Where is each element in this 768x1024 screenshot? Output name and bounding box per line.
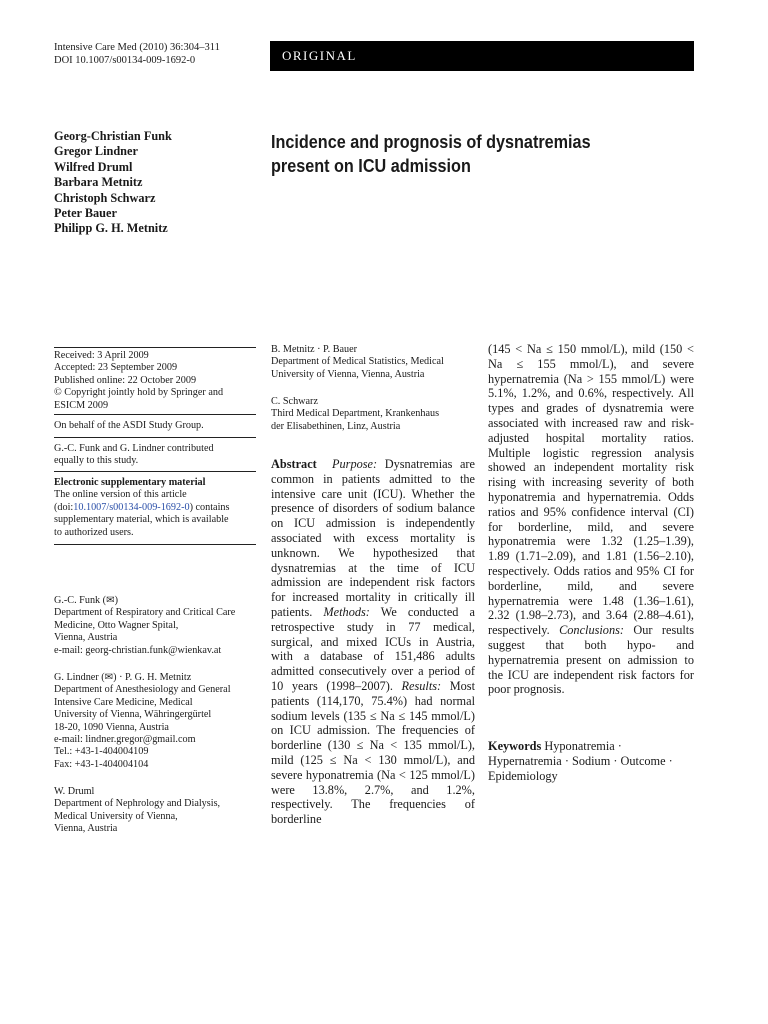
study-group-note: On behalf of the ASDI Study Group.	[54, 420, 204, 431]
doi-line: DOI 10.1007/s00134-009-1692-0	[54, 55, 196, 66]
author-name: Peter Bauer	[54, 206, 117, 221]
results-text-continued: (145 < Na ≤ 150 mmol/L), mild (150 < Na ≤ 155 mmol/L), and severe hypernatremia (Na > 155 mmol/L) were 5.1%, 1.2%, and 0.6%, respectively. All types and grades of dysnatremia were associated with increased raw and risk-adjusted hospital mortality ratios. Multiple logistic regression analysis showed an independent mortality risk rising with increasing severity of both hyponatremia and hypernatremia. Odds ratios and 95% confidence interval (CI) for borderline, mild, and severe hyponatremia were 1.32 (1.25–1.39), 1.89 (1.71–2.09), and 1.81 (1.56–2.10), respectively. Odds ratios and 95% CI for borderline, mild, and severe hypernatremia were 1.48 (1.36–1.61), 2.32 (1.98–2.73), and 3.64 (2.88–4.61), respectively.	[488, 342, 694, 638]
purpose-text: Dysnatremias are common in patients admitted to the intensive care unit (ICU). Whether the presence of disorders of sodium balance on ICU admission is independently associated with excess mortality is unknown. We hypothesized that dysnatremias at the time of ICU admission are independent risk factors for increased mortality in critically ill patients.	[271, 457, 475, 619]
aff-line: B. Metnitz · P. Bauer	[271, 344, 358, 355]
conclusions-text: Our results suggest that both hypo- and hypernatremia present on admission to the ICU are independent risk factors for poor prognosis.	[488, 623, 694, 697]
aff-line: G. Lindner (✉) · P. G. H. Metnitz	[54, 672, 192, 683]
abstract-paragraph	[488, 342, 694, 697]
author-name: Christoph Schwarz	[54, 190, 156, 205]
copyright-line: ESICM 2009	[54, 399, 109, 411]
esm-line	[54, 502, 256, 514]
keywords-label: Keywords	[488, 739, 542, 753]
esm-box	[54, 477, 256, 539]
aff-line: Vienna, Austria	[54, 632, 118, 644]
article-type-banner: ORIGINAL	[270, 41, 694, 71]
citation-line: Intensive Care Med (2010) 36:304–311	[54, 42, 220, 53]
esm-line: to authorized users.	[54, 526, 134, 538]
esm-doi-link[interactable]: 10.1007/s00134-009-1692-0	[73, 501, 190, 513]
author-name: Philipp G. H. Metnitz	[54, 221, 168, 236]
author-name: Barbara Metnitz	[54, 175, 143, 190]
aff-line: Intensive Care Medicine, Medical	[54, 696, 193, 708]
esm-line: The online version of this article	[54, 489, 187, 501]
aff-line: University of Vienna, Vienna, Austria	[271, 368, 425, 380]
copyright-line: © Copyright jointly hold by Springer and	[54, 387, 224, 399]
abstract-part1	[271, 457, 475, 827]
title-line: present on ICU admission	[271, 156, 471, 176]
purpose-label: Purpose:	[332, 457, 378, 471]
fax-line: Fax: +43-1-404004104	[54, 758, 149, 770]
contribution-note	[54, 443, 256, 468]
keywords-text: Hyponatremia · Hypernatremia · Sodium · Outcome · Epidemiology	[488, 739, 673, 783]
email-line: e-mail: lindner.gregor@gmail.com	[54, 734, 196, 746]
esm-heading: Electronic supplementary material	[54, 477, 206, 488]
divider	[54, 414, 256, 415]
published-date: Published online: 22 October 2009	[54, 374, 197, 386]
divider	[54, 471, 256, 472]
aff-line: 18-20, 1090 Vienna, Austria	[54, 721, 169, 733]
aff-line: Department of Medical Statistics, Medical	[271, 356, 444, 368]
abstract-label: Abstract	[271, 457, 317, 471]
received-date: Received: 3 April 2009	[54, 350, 149, 361]
abstract-part2	[488, 342, 694, 697]
dates-rule	[54, 347, 256, 348]
aff-line: Department of Nephrology and Dialysis,	[54, 798, 221, 810]
accepted-date: Accepted: 23 September 2009	[54, 362, 178, 374]
phone-line: Tel.: +43-1-404004109	[54, 746, 149, 758]
methods-label: Methods:	[323, 604, 370, 619]
author-name: Gregor Lindner	[54, 144, 138, 159]
esm-text: ) contains	[189, 501, 230, 513]
aff-line: Medical University of Vienna,	[54, 810, 178, 822]
divider	[54, 544, 256, 545]
note-line: equally to this study.	[54, 455, 139, 467]
esm-text: (doi:	[54, 501, 74, 513]
aff-line: Vienna, Austria	[54, 823, 118, 835]
author-name: Wilfred Druml	[54, 159, 133, 174]
results-label: Results:	[401, 678, 442, 693]
email-line: e-mail: georg-christian.funk@wienkav.at	[54, 644, 222, 656]
author-list	[54, 129, 172, 237]
aff-line: W. Druml	[54, 786, 95, 797]
affiliation-schwarz	[271, 396, 475, 433]
aff-line: Medicine, Otto Wagner Spital,	[54, 619, 179, 631]
results-text: Most patients (114,170, 75.4%) had normal sodium levels (135 ≤ Na ≤ 145 mmol/L) on ICU admission. The frequencies of borderline (130 ≤ Na < 135 mmol/L), mild (125 ≤ Na < 130 mmol/L), and severe hyponatremia (Na < 125 mmol/L) were 13.8%, 2.7%, and 1.2%, respectively. The frequencies of borderline	[271, 678, 475, 827]
aff-line: G.-C. Funk (✉)	[54, 595, 119, 606]
keywords-block	[488, 739, 694, 783]
affiliation-funk	[54, 595, 256, 657]
aff-line: der Elisabethinen, Linz, Austria	[271, 420, 401, 432]
aff-line: University of Vienna, Währingergürtel	[54, 709, 212, 721]
title-line: Incidence and prognosis of dysnatremias	[271, 132, 591, 152]
abstract-paragraph	[271, 457, 475, 827]
affiliation-lindner	[54, 672, 256, 771]
article-title	[271, 130, 649, 178]
author-name: Georg-Christian Funk	[54, 129, 172, 143]
conclusions-label: Conclusions:	[559, 623, 624, 638]
methods-text: We conducted a retrospective study in 77 medical, surgical, and mixed ICUs in Austria, with a database of 151,486 adults admitted consecutively over a period of 10 years (1998–2007).	[271, 604, 475, 693]
aff-line: Department of Anesthesiology and General	[54, 684, 231, 696]
journal-citation	[54, 41, 220, 67]
esm-line: supplementary material, which is available	[54, 514, 229, 526]
aff-line: Third Medical Department, Krankenhaus	[271, 408, 440, 420]
note-line: G.-C. Funk and G. Lindner contributed	[54, 443, 214, 454]
affiliation-metnitz-bauer	[271, 344, 475, 381]
aff-line: C. Schwarz	[271, 396, 318, 407]
keywords-paragraph	[488, 739, 694, 783]
affiliation-druml	[54, 786, 256, 836]
aff-line: Department of Respiratory and Critical Care	[54, 607, 236, 619]
article-dates	[54, 350, 256, 412]
divider	[54, 437, 256, 438]
